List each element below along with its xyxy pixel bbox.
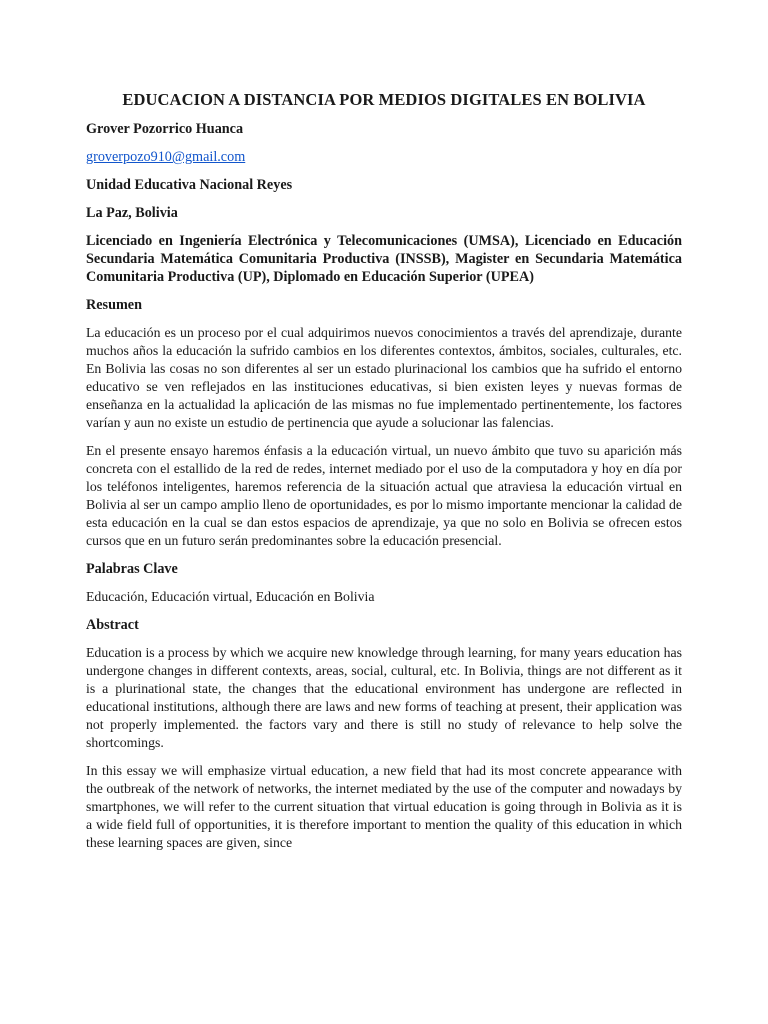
resumen-heading: Resumen bbox=[86, 297, 142, 313]
abstract-paragraph-2: In this essay we will emphasize virtual education, a new field that had its most concrete appearance with the outbreak of the network of networks, the internet mediated by the use of the computer and nowadays by smartphones, we will refer to the current situation that virtual education is going through in Bolivia as it is a wide field full of opportunities, it is therefore important to mention the quality of this education in which these learning spaces are given, since bbox=[86, 763, 682, 850]
institution-name: Unidad Educativa Nacional Reyes bbox=[86, 177, 293, 193]
resumen-paragraph-1: La educación es un proceso por el cual adquirimos nuevos conocimientos a través del aprendizaje, durante muchos años la educación la sufrido cambios en los diferentes contextos, ámbitos, sociales, culturales, etc. En Bolivia las cosas no son diferentes al ser un estado plurinacional los cambios que ha sufrido el entorno educativo se ven reflejados en las instituciones educativas, si bien existen leyes y nuevas formas de enseñanza en la actualidad la aplicación de las mismas no fue implementado pertinentemente, los factores varían y aun no existe un estudio de pertinencia que ayude a solucionar las falencias. bbox=[86, 325, 682, 430]
document-title: EDUCACION A DISTANCIA POR MEDIOS DIGITALES EN BOLIVIA bbox=[122, 90, 646, 109]
keywords-text: Educación, Educación virtual, Educación en Bolivia bbox=[86, 589, 375, 604]
author-credentials: Licenciado en Ingeniería Electrónica y Telecomunicaciones (UMSA), Licenciado en Educación Secundaria Matemática Comunitaria Productiva (INSSB), Magister en Secundaria Matemática Comunitaria Productiva (UP), Diplomado en Educación Superior (UPEA) bbox=[86, 233, 682, 285]
author-email-link[interactable]: groverpozo910@gmail.com bbox=[86, 149, 246, 165]
abstract-heading: Abstract bbox=[86, 617, 139, 633]
abstract-paragraph-1: Education is a process by which we acquire new knowledge through learning, for many years education has undergone changes in different contexts, areas, social, cultural, etc. In Bolivia, things are not different as it is a plurinational state, the changes that the educational environment has undergone are reflected in educational institutions, although there are laws and new forms of teaching at present, their application was not properly implemented. the factors vary and there is still no study of relevance to help solve the shortcomings. bbox=[86, 645, 682, 750]
keywords-heading: Palabras Clave bbox=[86, 561, 178, 577]
author-name: Grover Pozorrico Huanca bbox=[86, 121, 244, 137]
resumen-paragraph-2: En el presente ensayo haremos énfasis a la educación virtual, un nuevo ámbito que tuvo su aparición más concreta con el estallido de la red de redes, internet mediado por el uso de la computadora y hoy en día por los teléfonos inteligentes, haremos referencia de la situación actual que atraviesa la educación virtual en Bolivia al ser un campo amplio lleno de oportunidades, es por lo mismo importante mencionar la calidad de esta educación en la cual se dan estos espacios de aprendizaje, ya que no solo en Bolivia se ofrecen estos cursos que en un futuro serán predominantes sobre la educación presencial. bbox=[86, 443, 682, 548]
document-page bbox=[86, 78, 682, 862]
location: La Paz, Bolivia bbox=[86, 205, 178, 221]
